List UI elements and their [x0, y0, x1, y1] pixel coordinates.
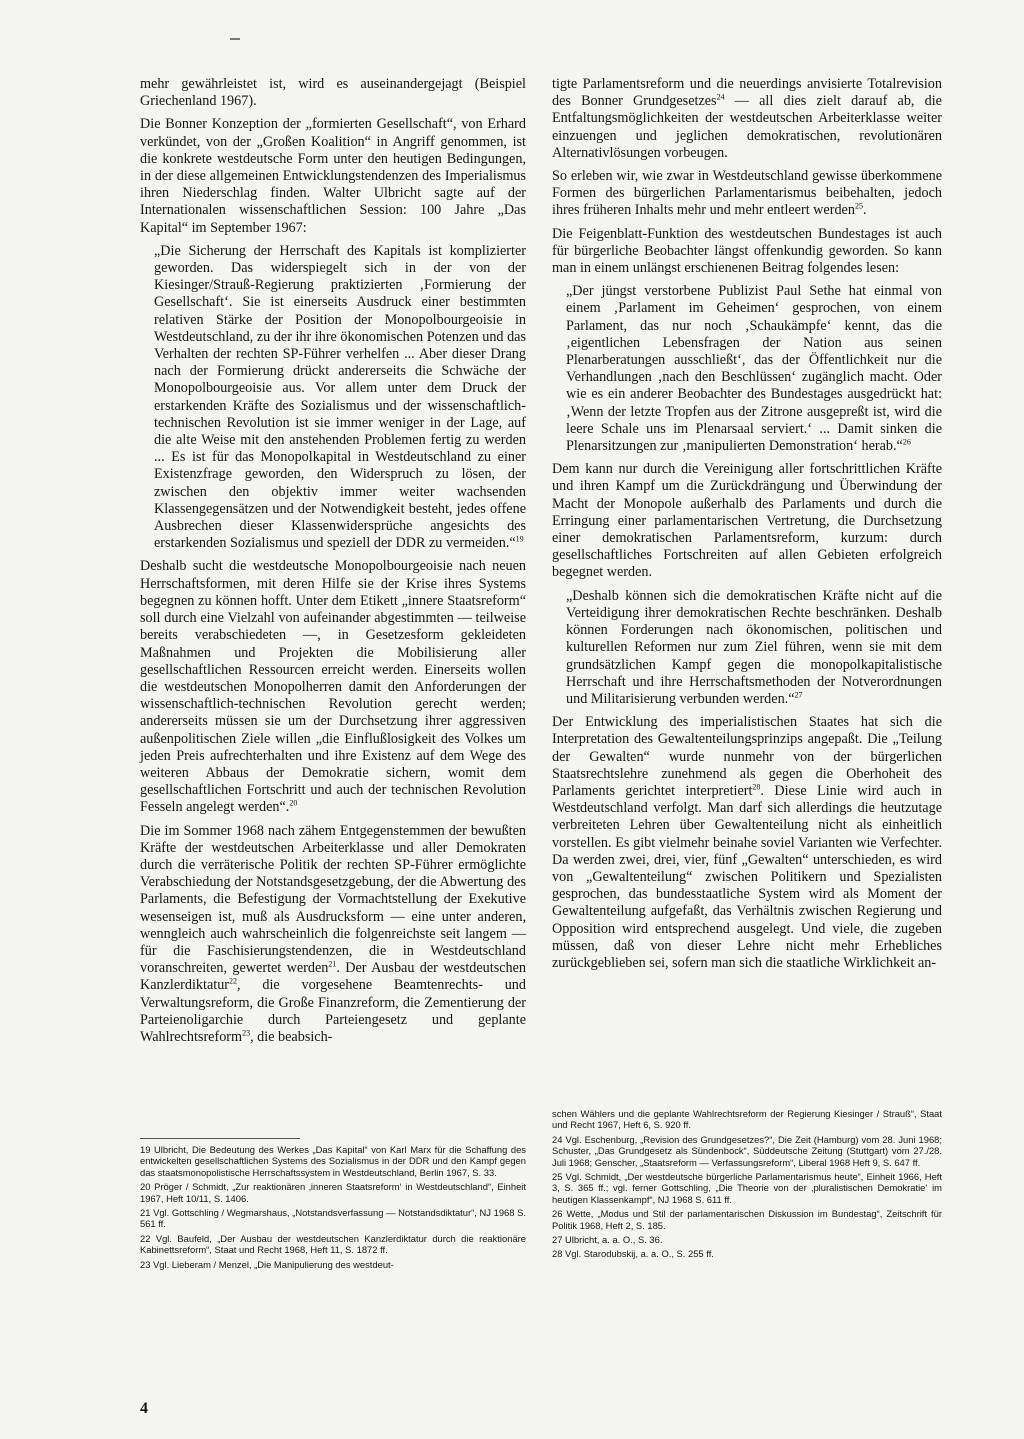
footnote-ref: 28 — [752, 782, 761, 792]
footnote: schen Wählers und die geplante Wahlrechtsreform der Regierung Kiesinger / Strauß“, Staat und Recht 1967, Heft 6, S. 920 ff. — [552, 1108, 942, 1131]
footnote: 22 Vgl. Baufeld, „Der Ausbau der westdeutschen Kanzlerdiktatur durch die reaktionäre Kabinettsreform“, Staat und Recht 1968, Heft 11, S. 1872 ff. — [140, 1232, 526, 1256]
block-quote: „Die Sicherung der Herrschaft des Kapitals ist komplizierter geworden. Das widerspiegelt sich in der von der Kiesinger/Strauß-Regierung praktizierten ‚Formierung der Gesellschaft‘. Sie ist einerseits Ausdruck einer bestimmten relativen Stärke der Position der Monopolbourgeoisie in Westdeutschland, zu der ihr ihre ökonomischen Potenzen und das Verhalten der rechten SP-Führer verhelfen ... Aber dieser Drang nach der Formierung drückt andererseits die Schwäche der Monopolbourgeoisie aus. Vor allem unter dem Druck der erstarkenden Kräfte des Sozialismus und der wissenschaftlich-technischen Revolution ist sie immer weniger in der Lage, auf die alte Weise mit den anstehenden Problemen fertig zu werden ... Es ist für das Monopolkapital in Westdeutschland zu einer Existenzfrage geworden, den Widerspruch zu lösen, der zwischen den objektiv immer weiter wachsenden Klassengegensätzen und der Notwendigkeit besteht, jedes offene Ausbrechen dieser Klassenwidersprüche angesichts des erstarkenden Sozialismus und speziell der DDR zu vermeiden.“$^{19}$ — [154, 242, 526, 552]
paragraph: So erleben wir, wie zwar in Westdeutschland gewisse überkommene Formen des bürgerlichen Parlamentarismus beibehalten, jedoch ihres früheren Inhalts mehr und mehr entleert werden$^{25}$. — [552, 168, 942, 219]
footnote: 28 Vgl. Starodubskij, a. a. O., S. 255 ff. — [552, 1248, 714, 1260]
paragraph: Dem kann nur durch die Vereinigung aller fortschrittlichen Kräfte und ihren Kampf um die Zurückdrängung und Überwindung der Macht der Monopole außerhalb des Parlaments und durch die Erringung einer parlamentarischen Vertretung, die Durchsetzung einer demokratischen Parlamentsreform, kurzum: durch gesellschaftliches Fortschreiten auf allen Gebieten erfolgreich begegnet werden. — [552, 461, 942, 581]
footnote-divider — [140, 1138, 300, 1139]
footnote: 27 Ulbricht, a. a. O., S. 36. — [552, 1234, 663, 1246]
footnote: 23 Vgl. Lieberam / Menzel, „Die Manipulierung des westdeut- — [140, 1258, 394, 1270]
footnote-ref: 22 — [229, 976, 238, 986]
footnote-ref: 26 — [902, 437, 911, 447]
block-quote: „Deshalb können sich die demokratischen Kräfte nicht auf die Verteidigung ihrer demokratischen Rechte beschränken. Deshalb können Forderungen nach ökonomischen, politischen und kulturellen Reformen nur zum Ziel führen, wenn sie mit dem grundsätzlichen Kampf gegen die monopolkapitalistische Herrschaft und ihre Herrschaftsmethoden der Notverordnungen und Militarisierung verbunden werden.“$^{27}$ — [566, 587, 942, 707]
footnote-ref: 24 — [716, 92, 725, 102]
footnote-ref: 21 — [328, 959, 337, 969]
right-column — [552, 76, 942, 978]
footnote: 19 Ulbricht, Die Bedeutung des Werkes „Das Kapital“ von Karl Marx für die Schaffung des entwickelten gesellschaftlichen Systems des Sozialismus in der DDR und den Kampf gegen das staatsmonopolistische Herrschaftssystem in Westdeutschland, Berlin 1967, S. 33. — [140, 1144, 526, 1178]
footnote: 21 Vgl. Gottschling / Wegmarshaus, „Notstandsverfassung — Notstandsdiktatur“, NJ 1968 S. 561 ff. — [140, 1207, 526, 1230]
footnote: 20 Pröger / Schmidt, „Zur reaktionären ‚inneren Staatsreform‘ in Westdeutschland“, Einheit 1967, Heft 10/11, S. 1406. — [140, 1181, 526, 1204]
footnote-ref: 27 — [794, 690, 803, 700]
footnote: 24 Vgl. Eschenburg, „Revision des Grundgesetzes?“, Die Zeit (Hamburg) vom 28. Juni 1968; Schuster, „Das Grundgesetz als Sündenbock“, Süddeutsche Zeitung (Stuttgart) vom 27./28. Juli 1968; Genscher, „Staatsreform — Verfassungsreform“, Liberal 1968 Heft 9, S. 647 ff. — [552, 1133, 942, 1168]
footnotes-left — [140, 1144, 526, 1273]
paragraph: mehr gewährleistet ist, wird es auseinandergejagt (Beispiel Griechenland 1967). — [140, 76, 526, 110]
paragraph: Die Feigenblatt-Funktion des westdeutschen Bundestages ist auch für bürgerliche Beobachter längst offenkundig geworden. So kann man in einem unlängst erschienenen Beitrag folgendes lesen: — [552, 225, 942, 277]
footnote: 25 Vgl. Schmidt, „Der westdeutsche bürgerliche Parlamentarismus heute“, Einheit 1966, Heft 3, S. 365 ff.; vgl. ferner Gottschling, „Die Theorie von der ‚pluralistischen Demokratie‘ im heutigen Klassenkampf“, NJ 1968 S. 611 ff. — [552, 1171, 942, 1205]
footnote: 26 Wette, „Modus und Stil der parlamentarischen Diskussion im Bundestag“, Zeitschrift für Politik 1968, Heft 2, S. 185. — [552, 1208, 942, 1231]
paragraph: Die Bonner Konzeption der „formierten Gesellschaft“, von Erhard verkündet, von der „Großen Koalition“ in Angriff genommen, ist die konkrete westdeutsche Form unter den heutigen Bedingungen, in der diese allgemeinen Entwicklungstendenzen des Imperialismus ihren Niederschlag finden. Walter Ulbricht sagte auf der Internationalen wissenschaftlichen Session: 100 Jahre „Das Kapital“ im September 1967: — [140, 116, 526, 236]
footnote-ref: 20 — [289, 798, 298, 808]
scan-mark — [230, 38, 240, 40]
page-number: 4 — [140, 1400, 148, 1417]
footnote-ref: 19 — [515, 534, 524, 544]
paragraph: Deshalb sucht die westdeutsche Monopolbourgeoisie nach neuen Herrschaftsformen, mit deren Hilfe sie der Krise ihres Systems begegnen zu können hofft. Unter dem Etikett „innere Staatsreform“ soll durch eine Vielzahl von aufeinander abgestimmten — teilweise bereits verabschiedeten —, in Gesetzesform gekleideten Maßnahmen und Projekten die Mobilisierung aller gesellschaftlichen Ressourcen erreicht werden. Einerseits wollen die westdeutschen Monopolherren damit den Anforderungen der wissenschaftlich-technischen Revolution gerecht werden; andererseits müssen sie um der Durchsetzung ihrer aggressiven außenpolitischen Ziele willen „die Einflußlosigkeit des Volkes um jeden Preis aufrechterhalten und ihre Existenz auf dem Wege des weiteren Abbaus der Demokratie sichern, womit dem gesellschaftlichen Fortschritt und auch der technischen Revolution Fesseln angelegt werden“.$^{20}$ — [140, 558, 526, 816]
block-quote: „Der jüngst verstorbene Publizist Paul Sethe hat einmal von einem ‚Parlament im Geheimen‘ gesprochen, von einem Parlament, das nur noch ‚Schaukämpfe‘ kennt, das die ‚eigentlichen Lebensfragen der Nation aus seinen Plenarberatungen ausschließt‘, das der Öffentlichkeit nur die Verhandlungen ‚nach den Beschlüssen‘ zugänglich macht. Oder wie es ein anderer Beobachter des Bundestages ausgedrückt hat: ‚Wenn der letzte Tropfen aus der Zitrone ausgepreßt ist, wird die leere Schale uns im Plenarsaal serviert.‘ ... Damit sinken die Plenarsitzungen zur ‚manipulierten Demonstration‘ herab.“$^{26}$ — [566, 283, 942, 455]
footnote-ref: 25 — [854, 201, 863, 211]
paragraph: Der Entwicklung des imperialistischen Staates hat sich die Interpretation des Gewaltenteilungsprinzips angepaßt. Die „Teilung der Gewalten“ wurde nunmehr von der bürgerlichen Staatsrechtslehre zunehmend als gegen die Oberhoheit des Parlaments gerichtet interpretiert$^{28}$. Diese Linie wird auch in Westdeutschland verfolgt. Man darf sich allerdings die heutzutage verbreiteten Lehren über Gewaltenteilung nicht als einheitlich vorstellen. Es gibt vielmehr beinahe soviel Varianten wie Verfechter. Da werden zwei, drei, vier, fünf „Gewalten“ unterschieden, es wird von „Gewaltenteilung“ zwischen Politikern und Spezialisten gesprochen, das bundesstaatliche System wird als Moment der Gewaltenteilung aufgefaßt, das Verhältnis zwischen Regierung und Opposition wird entsprechend ausgelegt. Und viele, die zugeben müssen, daß von dieser Lehre nicht mehr Erhebliches zurückgeblieben sei, sofern man sich die staatliche Wirklichkeit an- — [552, 714, 942, 971]
paragraph: tigte Parlamentsreform und die neuerdings anvisierte Totalrevision des Bonner Grundgesetzes$^{24}$ — all dies zielt darauf ab, die Entfaltungsmöglichkeiten der westdeutschen Arbeiterklasse weiter einzuengen und jeglichen demokratischen, revolutionären Alternativlösungen vorbeugen. — [552, 76, 942, 161]
footnote-ref: 23 — [242, 1028, 251, 1038]
left-column — [140, 76, 526, 1052]
footnotes-right — [552, 1108, 942, 1263]
paragraph: Die im Sommer 1968 nach zähem Entgegenstemmen der bewußten Kräfte der westdeutschen Arbeiterklasse und aller Demokraten durch die verräterische Politik der rechten SP-Führer ermöglichte Verabschiedung der Notstandsgesetzgebung, der die Abwertung des Parlaments, die Befestigung der Vormachtstellung der Exekutive wesenseigen ist, muß als Ausdrucksform — eine unter anderen, wenngleich auch wahrscheinlich die folgenreichste seit langem — für die Faschisierungstendenzen, die in Westdeutschland voranschreiten, gewertet werden$^{21}$. Der Ausbau der westdeutschen Kanzlerdiktatur$^{22}$, die vorgesehene Beamtenrechts- und Verwaltungsreform, die Große Finanzreform, die Zementierung der Parteienoligarchie durch Parteiengesetz und geplante Wahlrechtsreform$^{23}$, die beabsich- — [140, 822, 526, 1045]
